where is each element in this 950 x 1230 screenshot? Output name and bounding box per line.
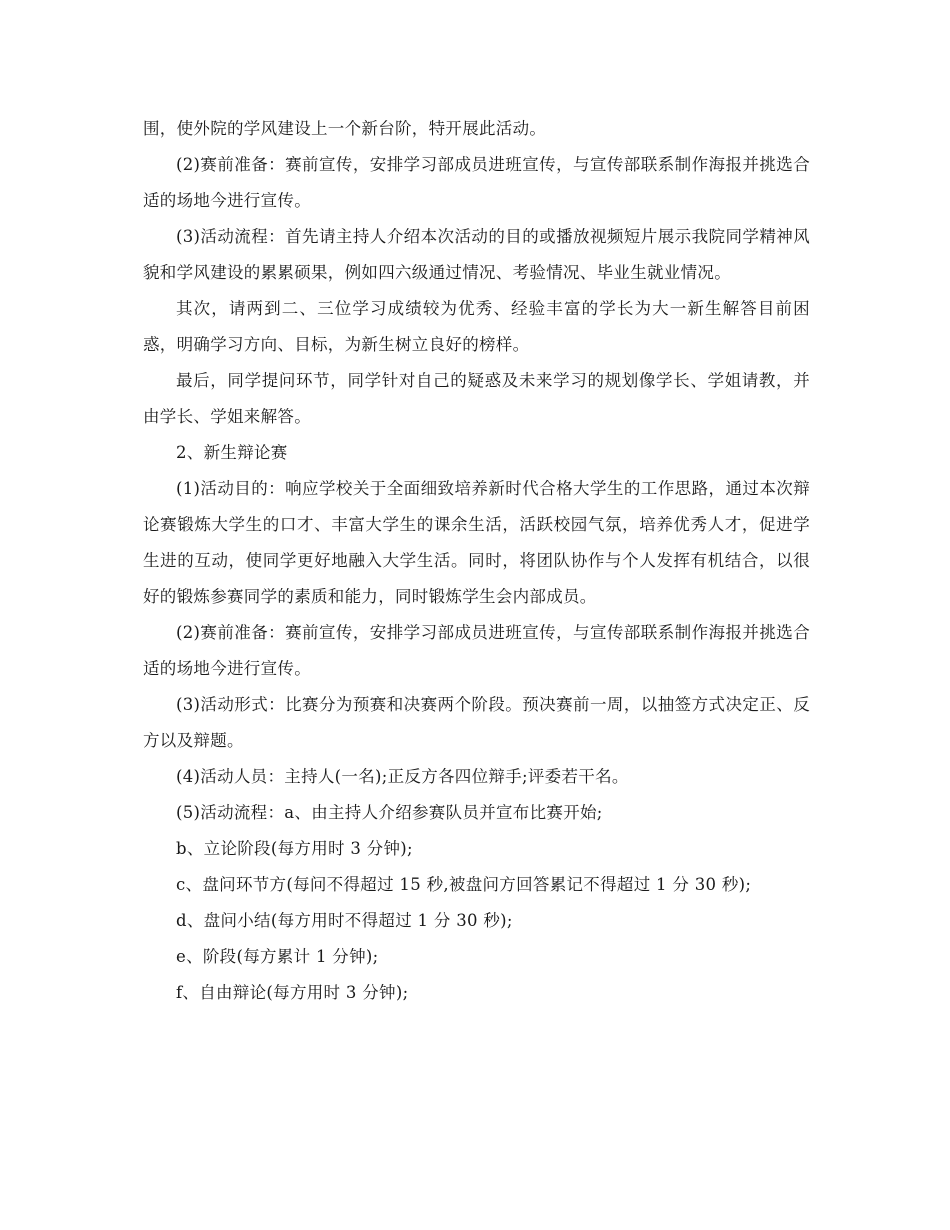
list-item-f: f、自由辩论(每方用时 3 分钟); xyxy=(176,983,409,1002)
paragraph-final-step: 最后，同学提问环节，同学针对自己的疑惑及未来学习的规划像学长、学姐请教，并由学长、学姐来解答。 xyxy=(143,371,810,426)
list-item-d: d、盘问小结(每方用时不得超过 1 分 30 秒); xyxy=(176,911,513,930)
paragraph-debate-preparation: (2)赛前准备：赛前宣传，安排学习部成员进班宣传，与宣传部联系制作海报并挑选合适的场地今进行宣传。 xyxy=(143,623,810,678)
list-item-b: b、立论阶段(每方用时 3 分钟); xyxy=(176,839,413,858)
paragraph-preparation: (2)赛前准备：赛前宣传，安排学习部成员进班宣传，与宣传部联系制作海报并挑选合适的场地今进行宣传。 xyxy=(143,155,810,210)
paragraph-debate-format: (3)活动形式：比赛分为预赛和决赛两个阶段。预决赛前一周，以抽签方式决定正、反方以及辩题。 xyxy=(143,695,810,750)
list-item-e: e、阶段(每方累计 1 分钟); xyxy=(176,947,379,966)
document-body xyxy=(143,111,810,1011)
paragraph-debate-process: (5)活动流程：a、由主持人介绍参赛队员并宣布比赛开始; xyxy=(176,803,603,822)
paragraph-activity-process: (3)活动流程：首先请主持人介绍本次活动的目的或播放视频短片展示我院同学精神风貌和学风建设的累累硕果，例如四六级通过情况、考验情况、毕业生就业情况。 xyxy=(143,227,810,282)
paragraph-debate-purpose: (1)活动目的：响应学校关于全面细致培养新时代合格大学生的工作思路，通过本次辩论赛锻炼大学生的口才、丰富大学生的课余生活，活跃校园气氛，培养优秀人才，促进学生进的互动，使同学更好地融入大学生活。同时，将团队协作与个人发挥有机结合，以很好的锻炼参赛同学的素质和能力，同时锻炼学生会内部成员。 xyxy=(143,479,810,606)
paragraph-intro-continuation: 围，使外院的学风建设上一个新台阶，特开展此活动。 xyxy=(143,119,547,138)
section-heading-debate: 2、新生辩论赛 xyxy=(176,443,288,462)
list-item-c: c、盘问环节方(每问不得超过 15 秒,被盘问方回答累记不得超过 1 分 30 秒); xyxy=(176,875,752,894)
paragraph-second-step: 其次，请两到二、三位学习成绩较为优秀、经验丰富的学长为大一新生解答目前困惑，明确学习方向、目标，为新生树立良好的榜样。 xyxy=(143,299,810,354)
paragraph-debate-personnel: (4)活动人员：主持人(一名);正反方各四位辩手;评委若干名。 xyxy=(176,767,629,786)
